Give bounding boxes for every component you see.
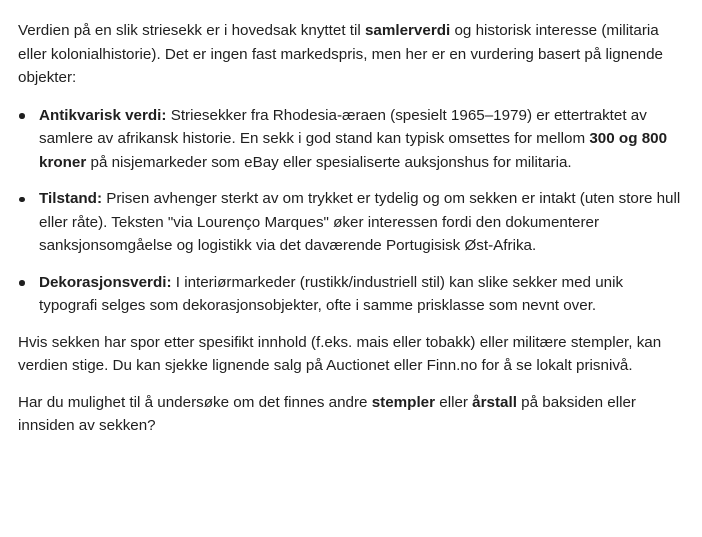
value-factors-list [18, 104, 682, 318]
intro-bold-samlerverdi: samlerverdi [364, 22, 451, 39]
intro-text-1: Verdien på en slik striesekk er i hovedsak knyttet til [18, 22, 365, 39]
bullet-dot [19, 113, 25, 119]
question-text-3: på baksiden eller innsiden av sekken? [18, 393, 636, 434]
list-item-tilstand [18, 187, 682, 258]
question-text-2: eller [435, 393, 473, 411]
list-item-label: Antikvarisk verdi: [39, 106, 167, 124]
list-item-text: Prisen avhenger sterkt av om trykket er tydelig og om sekken er intakt (uten store hull eller råte). Teksten "via Lourenço Marques" øker interessen fordi den dokumenterer sanksjonsomgåelse og logistikk via det daværende Portugisisk Øst-Afrika. [39, 190, 681, 254]
response-content [18, 19, 682, 438]
bullet-dot [19, 197, 25, 203]
intro-paragraph [18, 19, 682, 90]
bullet-dot [19, 280, 25, 286]
list-item-bold-price: 300 og 800 kroner [39, 130, 668, 171]
question-bold-arstall: årstall [472, 393, 517, 411]
note-text: Hvis sekken har spor etter spesifikt innhold (f.eks. mais eller tobakk) eller militære stempler, kan verdien stige. Du kan sjekke lignende salg på Auctionet eller Finn.no for å se lokalt prisnivå. [18, 333, 662, 374]
intro-text-2: og historisk interesse (militaria eller kolonialhistorie). Det er ingen fast markedspris, men her er en vurdering basert på lignende objekter: [18, 22, 663, 86]
question-paragraph [18, 391, 682, 438]
list-item-antikvarisk [18, 104, 682, 175]
list-item-label: Dekorasjonsverdi: [39, 273, 172, 291]
list-item-text: I interiørmarkeder (rustikk/industriell stil) kan slike sekker med unik typografi selges som dekorasjonsobjekter, ofte i samme prisklasse som nevnt over. [39, 273, 624, 314]
note-paragraph [18, 331, 682, 378]
list-item-text: Striesekker fra Rhodesia-æraen (spesielt 1965–1979) er ettertraktet av samlere av afrikansk historie. En sekk i god stand kan typisk omsettes for mellom [39, 106, 647, 147]
list-item-dekorasjon [18, 271, 682, 318]
question-text-1: Har du mulighet til å undersøke om det finnes andre [18, 393, 372, 411]
question-bold-stempler: stempler [371, 393, 436, 411]
list-item-text: på nisjemarkeder som eBay eller spesialiserte auksjonshus for militaria. [86, 153, 572, 171]
list-item-label: Tilstand: [39, 190, 103, 207]
